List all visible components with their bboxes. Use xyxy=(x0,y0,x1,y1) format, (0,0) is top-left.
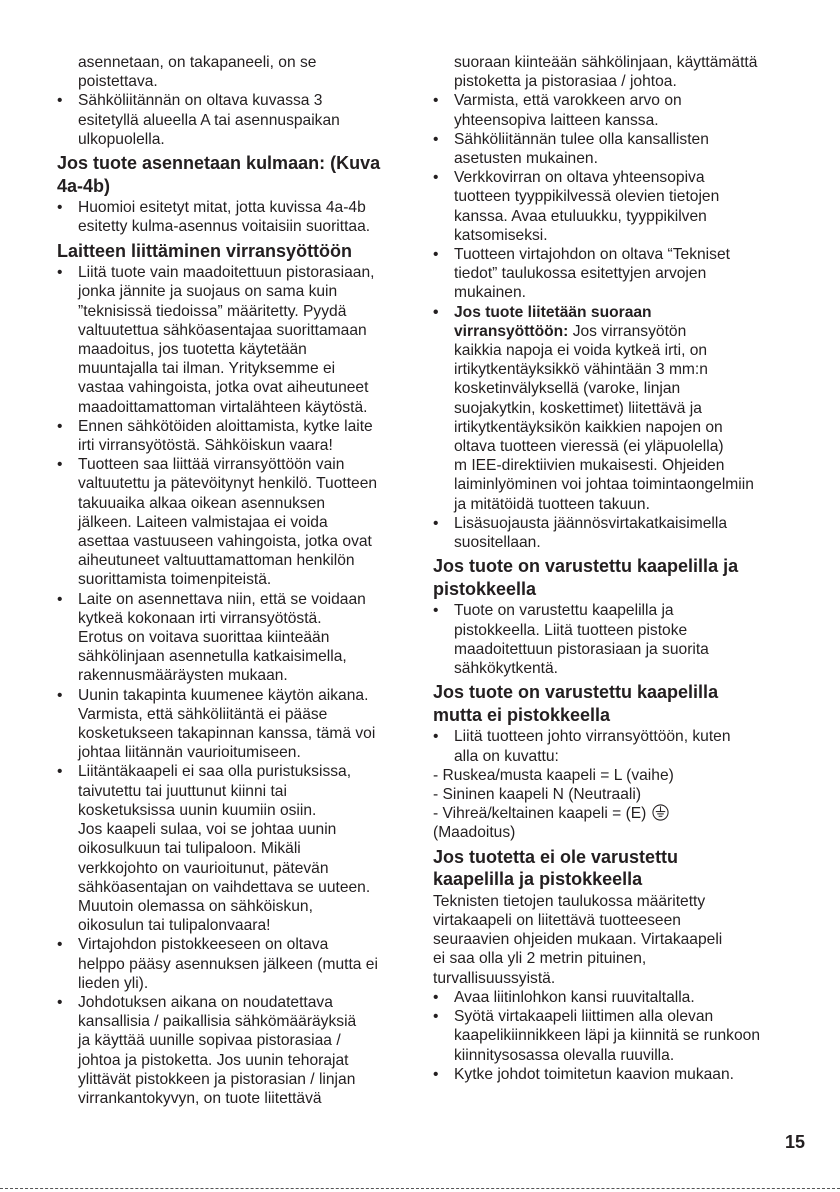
text-line: asennetaan, on takapaneeli, on se xyxy=(78,54,317,71)
wire-live: - Ruskea/musta kaapeli = L (vaihe) xyxy=(433,766,674,784)
list-item: • Laite on asennettava niin, että se voidaan kytkeä kokonaan irti virransyötöstä. Erotus on voitava suorittaa kiinteään sähkölinjaan asennetulla katkaisimella, rakennusmääräysten mukaan. xyxy=(57,590,366,685)
bullet-list xyxy=(57,91,409,149)
list-item: • Virtajohdon pistokkeeseen on oltava helppo pääsy asennuksen jälkeen (mutta ei lieden yli). xyxy=(57,936,378,992)
bullet-list xyxy=(433,91,788,552)
list-item: • Kytke johdot toimitetun kaavion mukaan. xyxy=(433,1065,734,1083)
crop-line xyxy=(0,1188,840,1189)
list-item: • Lisäsuojausta jäännösvirtakatkaisimella suositellaan. xyxy=(433,514,728,552)
wire-earth: - Vihreä/keltainen kaapeli = (E) xyxy=(433,804,788,823)
list-item: • Varmista, että varokkeen arvo on yhteensopiva laitteen kanssa. xyxy=(433,92,682,129)
section-heading-connection: Laitteen liittäminen virransyöttöön xyxy=(57,240,353,261)
list-item: • Huomioi esitetyt mitat, jotta kuvissa 4a-4b esitetty kulma-asennus voitaisiin suorittaa. xyxy=(57,199,371,236)
paragraph: Teknisten tietojen taulukossa määritetty virtakaapeli on liitettävä tuotteeseen seuraavien ohjeiden mukaan. Virtakaapeli ei saa olla yli 2 metrin pituinen, turvallisuussyistä. xyxy=(433,892,723,987)
bullet-list xyxy=(433,988,788,1084)
list-item-direct-connection: • Jos tuote liitetään suoraan virransyöttöön: Jos virransyötön kaikkia napoja ei voida kytkeä irti, on irtikytkentäyksikkö vähintään 3 mm:n kosketinvälyksellä (varoke, linjan suojakytkin, koskettimet) liitettävä ja irtikytkentäyksikön kaikkien napojen on oltava tuotteen vieressä (ei yläpuolella) m IEE-direktiivien mukaisesti. Ohjeiden laiminlyöminen voi johtaa toimintaongelmiin ja mitätöidä tuotteen takuun. xyxy=(433,303,754,513)
wire-color-list xyxy=(433,766,788,843)
right-column xyxy=(433,53,788,1084)
continued-text xyxy=(433,53,788,91)
list-item: • Syötä virtakaapeli liittimen alla olevan kaapelikiinnikkeen läpi ja kiinnitä se runkoon kiinnitysosassa olevalla ruuvilla. xyxy=(433,1008,760,1064)
text-line: pistoketta ja pistorasiaa / johtoa. xyxy=(454,73,677,91)
list-item: • Sähköliitännän tulee olla kansallisten asetusten mukainen. xyxy=(433,130,709,168)
section-heading-no-cable: Jos tuotetta ei ole varustettu kaapelilla ja pistokkeella xyxy=(433,846,679,890)
list-item: • Tuotteen virtajohdon on oltava “Tekniset tiedot” taulukossa esitettyjen arvojen mukainen. xyxy=(433,246,730,302)
list-item: • Liitä tuotteen johto virransyöttöön, kuten alla on kuvattu: xyxy=(433,728,731,765)
list-item: • Sähköliitännän on oltava kuvassa 3 esitetyllä alueella A tai asennuspaikan ulkopuolella. xyxy=(57,92,340,148)
left-column xyxy=(57,53,409,1108)
wire-neutral: - Sininen kaapeli N (Neutraali) xyxy=(433,786,642,804)
page-number: 15 xyxy=(785,1132,806,1152)
earth-ground-icon xyxy=(652,804,669,821)
bullet-list xyxy=(433,601,788,678)
text-line: poistettava. xyxy=(78,73,158,91)
text-line: suoraan kiinteään sähkölinjaan, käyttämättä xyxy=(454,54,758,71)
list-item: • Liitä tuote vain maadoitettuun pistorasiaan, jonka jännite ja suojaus on sama kuin ”teknisissä tiedoissa” määritetty. Pyydä valtuutettua sähköasentajaa suorittamaan maadoitus, jos tuotetta käytetään muuntajalla tai ilman. Yrityksemme ei vastaa vahingoista, jotka ovat aiheutuneet maadoittamattoman virtalähteen käytöstä. xyxy=(57,264,375,416)
list-item: • Avaa liitinlohkon kansi ruuvitaltalla. xyxy=(433,988,695,1006)
list-item: • Liitäntäkaapeli ei saa olla puristuksissa, taivutettu tai juuttunut kiinni tai kosketuksissa uunin kuumiin osiin. Jos kaapeli sulaa, voi se johtaa uunin oikosulkuun tai tulipaloon. Mikäli verkkojohto on vaurioitunut, pätevän sähköasentajan on vaihdettava se uuteen. Muutoin olemassa on sähköiskun, oikosulun tai tulipalonvaara! xyxy=(57,763,371,935)
list-item: • Verkkovirran on oltava yhteensopiva tuotteen tyyppikilvessä olevien tietojen kanssa. Avaa etuluukku, tyyppikilven katsomiseksi. xyxy=(433,169,720,244)
list-item: • Ennen sähkötöiden aloittamista, kytke laite irti virransyötöstä. Sähköiskun vaara! xyxy=(57,417,373,455)
section-heading-corner: Jos tuote asennetaan kulmaan: (Kuva 4a-4b) xyxy=(57,153,381,196)
bullet-list xyxy=(57,198,409,236)
bullet-list xyxy=(57,263,409,1108)
bullet-list xyxy=(433,727,788,765)
section-heading-cable-no-plug: Jos tuote on varustettu kaapelilla mutta ei pistokkeella xyxy=(433,682,719,725)
wire-earth-label: (Maadoitus) xyxy=(433,824,516,842)
list-item: • Uunin takapinta kuumenee käytön aikana. Varmista, että sähköliitäntä ei pääse kosketukseen takapinnan kanssa, tämä voi johtaa liitännän vaurioitumiseen. xyxy=(57,686,376,762)
section-heading-cable-and-plug: Jos tuote on varustettu kaapelilla ja pistokkeella xyxy=(433,556,739,599)
continued-text xyxy=(57,53,409,91)
list-item: • Tuotteen saa liittää virransyöttöön vain valtuutettu ja pätevöitynyt henkilö. Tuotteen takuuaika alkaa oikean asennuksen jälkeen. Laiteen valmistajaa ei voida asettaa vastuuseen vahingoista, jotka ovat aiheutuneet valtuuttamattoman henkilön suorittamista toimenpiteistä. xyxy=(57,456,378,589)
list-item: • Johdotuksen aikana on noudatettava kansallisia / paikallisia sähkömääräyksiä ja käyttää uunille sopivaa pistorasiaa / johtoa ja pistoketta. Jos uunin tehorajat ylittävät pistokkeen ja pistorasian / linjan virrankantokyvyn, on tuote liitettävä xyxy=(57,993,357,1107)
list-item: • Tuote on varustettu kaapelilla ja pistokkeella. Liitä tuotteen pistoke maadoitettuun pistorasiaan ja suorita sähkökytkentä. xyxy=(433,602,709,678)
